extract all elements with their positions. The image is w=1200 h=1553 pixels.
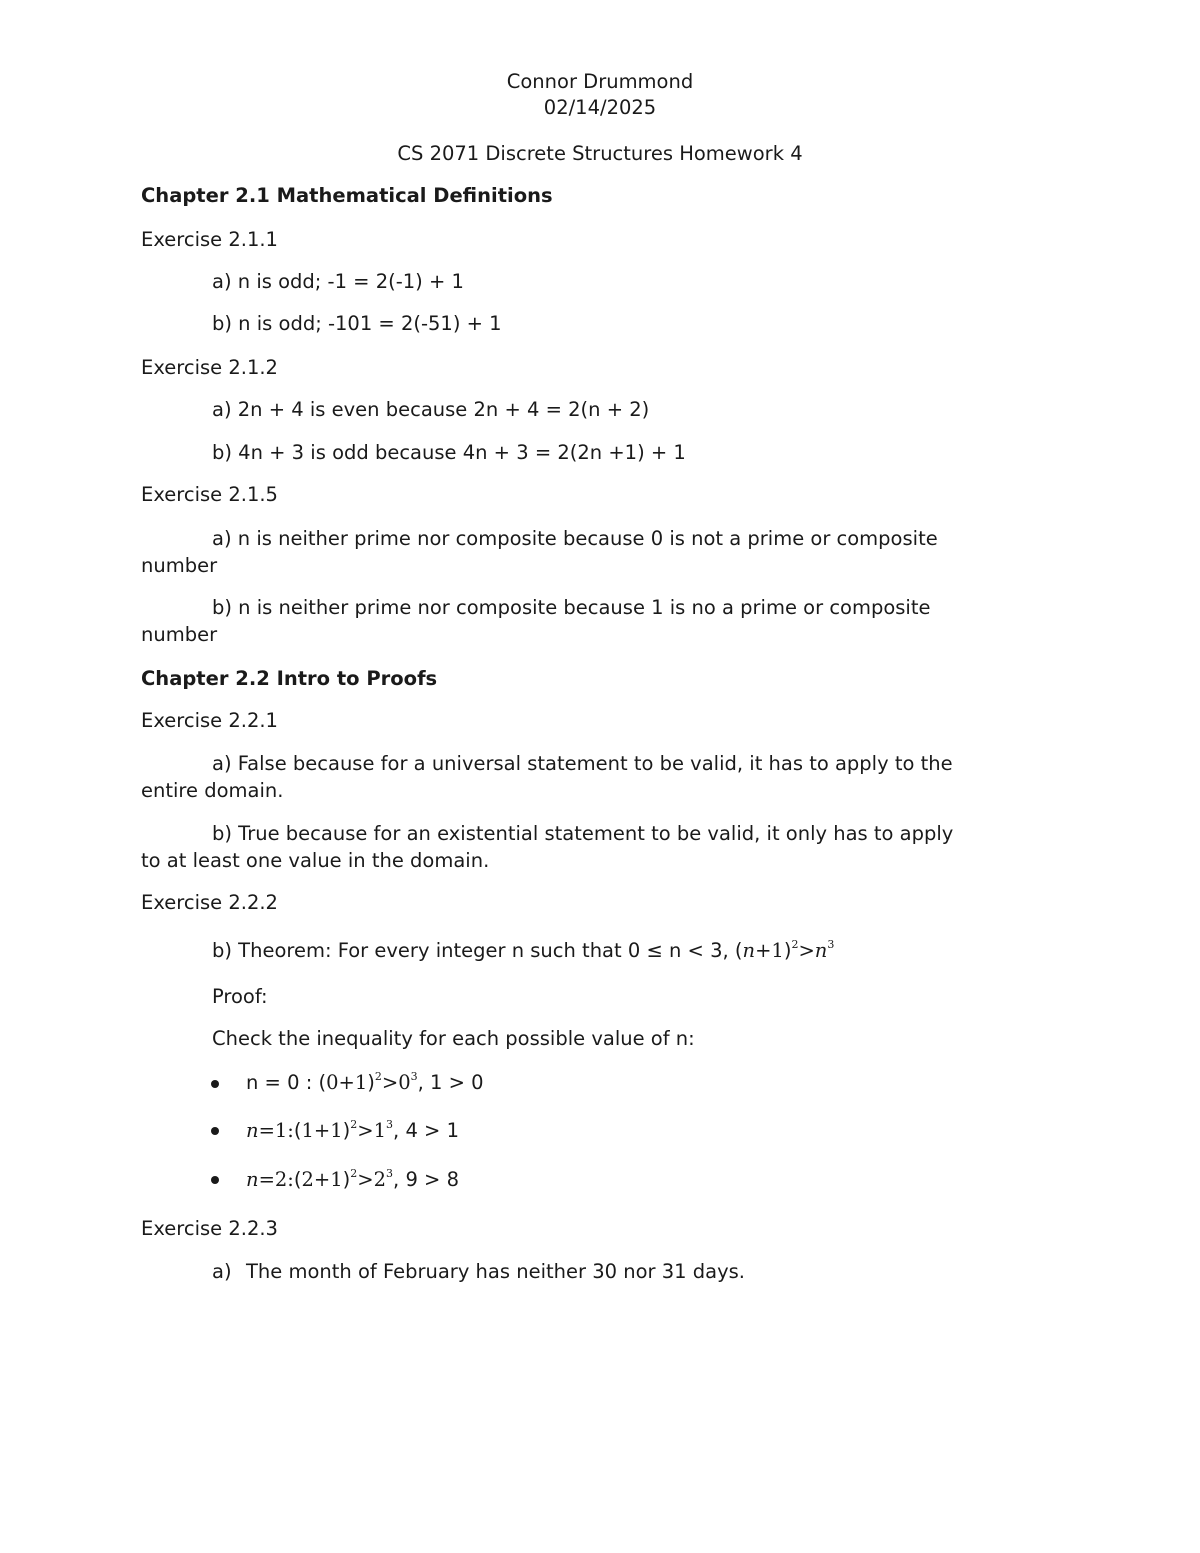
exercise-2-1-5-a-line2: number (141, 554, 218, 577)
chapter-2-2-heading: Chapter 2.2 Intro to Proofs (141, 667, 438, 690)
exercise-2-2-3-a-label: a) (212, 1260, 232, 1283)
exercise-2-2-3-title: Exercise 2.2.3 (141, 1217, 278, 1240)
theorem-prefix: b) Theorem: For every integer n such that 0 ≤ n < 3, (212, 939, 729, 962)
exercise-2-2-2-title: Exercise 2.2.2 (141, 891, 278, 914)
bullet-dot (211, 1080, 219, 1088)
bullet-dot (211, 1176, 219, 1184)
bullet-dot (211, 1127, 219, 1135)
bullet-n-1-math: $n=1:(1+1)^2>1^3$ (246, 1118, 394, 1142)
exercise-2-1-1-title: Exercise 2.1.1 (141, 228, 278, 251)
exercise-2-1-5-a-line1: a) n is neither prime nor composite because 0 is not a prime or composite (212, 527, 938, 550)
exercise-2-1-2-title: Exercise 2.1.2 (141, 356, 278, 379)
bullet-n-2: $n=2:(2+1)^2>2^3$, 9 > 8 (246, 1167, 459, 1191)
author-name: Connor Drummond (506, 70, 694, 93)
bullet-n-2-math: $n=2:(2+1)^2>2^3$ (246, 1167, 394, 1191)
bullet-n-1: $n=1:(1+1)^2>1^3$, 4 > 1 (246, 1118, 459, 1142)
exercise-2-1-1-a: a) n is odd; -1 = 2(-1) + 1 (212, 270, 464, 293)
proof-label: Proof: (212, 985, 268, 1008)
check-inequality-text: Check the inequality for each possible value of n: (212, 1027, 695, 1050)
course-title: CS 2071 Discrete Structures Homework 4 (397, 142, 803, 165)
exercise-2-2-3-a-text: The month of February has neither 30 nor 31 days. (246, 1260, 745, 1283)
exercise-2-2-1-a-line1: a) False because for a universal statement to be valid, it has to apply to the (212, 752, 953, 775)
exercise-2-2-1-a-line2: entire domain. (141, 779, 284, 802)
exercise-2-2-2-theorem (212, 939, 834, 962)
exercise-2-2-1-title: Exercise 2.2.1 (141, 709, 278, 732)
theorem-inequality: $(n+1)^2>n^3$ (734, 938, 835, 962)
bullet-n-0-math: $(0+1)^2>0^3$ (318, 1070, 418, 1094)
exercise-2-1-5-b-line1: b) n is neither prime nor composite because 1 is no a prime or composite (212, 596, 931, 619)
exercise-2-1-5-b-line2: number (141, 623, 218, 646)
exercise-2-1-2-b: b) 4n + 3 is odd because 4n + 3 = 2(2n +1) + 1 (212, 441, 686, 464)
exercise-2-2-1-b-line2: to at least one value in the domain. (141, 849, 490, 872)
bullet-n-0: n = 0 : $(0+1)^2>0^3$, 1 > 0 (246, 1070, 484, 1094)
exercise-2-2-1-b-line1: b) True because for an existential statement to be valid, it only has to apply (212, 822, 954, 845)
chapter-2-1-heading: Chapter 2.1 Mathematical Definitions (141, 184, 553, 207)
exercise-2-1-2-a: a) 2n + 4 is even because 2n + 4 = 2(n + 2) (212, 398, 650, 421)
date: 02/14/2025 (543, 96, 657, 119)
exercise-2-1-1-b: b) n is odd; -101 = 2(-51) + 1 (212, 312, 502, 335)
exercise-2-1-5-title: Exercise 2.1.5 (141, 483, 278, 506)
